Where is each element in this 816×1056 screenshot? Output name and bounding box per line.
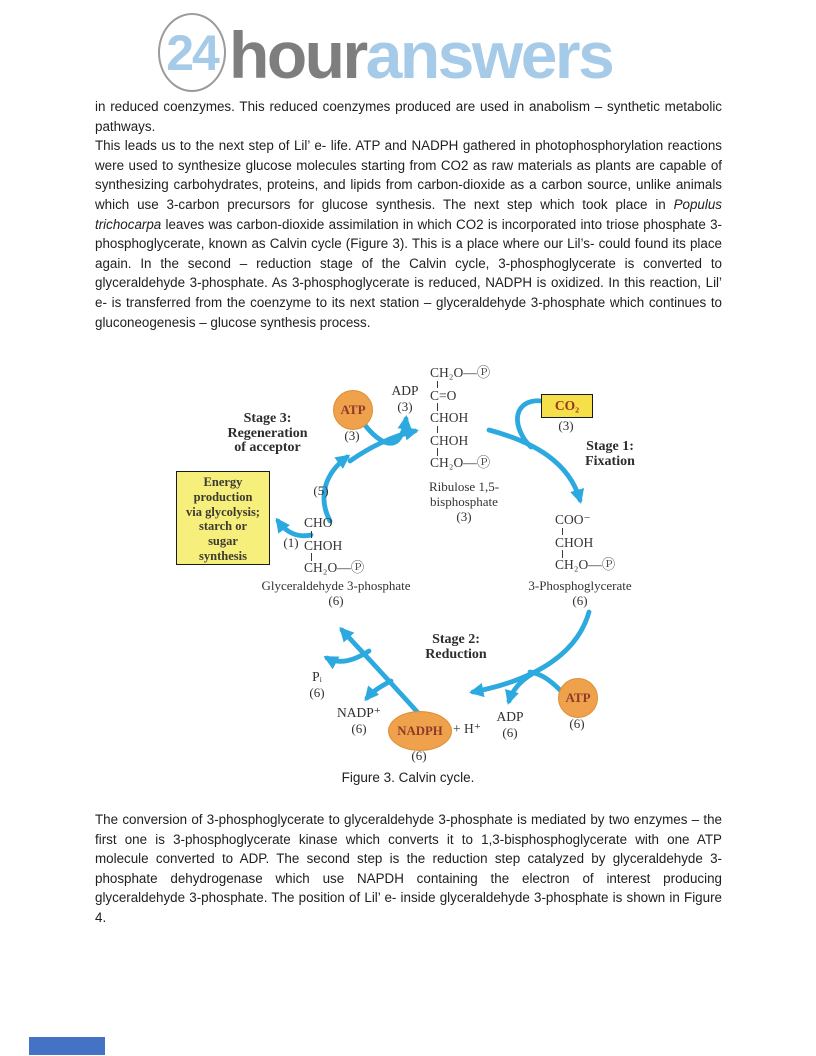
stage2-line2: Reduction [425, 646, 487, 662]
adp-top-text: ADP [391, 383, 419, 398]
pi-text: Pᵢ [312, 669, 322, 684]
stage2-label [406, 633, 506, 662]
logo-answers-text: answers [365, 18, 613, 92]
stage1-label [560, 440, 660, 469]
bond [437, 381, 438, 389]
stage3-line1: Stage 3: [243, 411, 292, 426]
rubp-line-3: CHOH [430, 410, 469, 425]
energy-box-line6: synthesis [199, 548, 247, 563]
adp-top-label [382, 383, 428, 414]
3pg-name [516, 579, 644, 608]
3pg-structure [555, 513, 615, 572]
step5-count: (5) [313, 483, 329, 498]
paragraph-2-part2: leaves was carbon-dioxide assimilation in which CO2 is incorporated into triose phosphate 3-phosphoglycerate, known as Calvin cycle (Figure 3). This is a place where our Lil’s- could found its place again. In the second – reduction stage of the Calvin cycle, 3-phosphoglycerate is converted to glyceraldehyde 3-phosphate. As 3-phosphoglycerate is reduced, NADPH is oxidized. In this reaction, Lil’ e- is transferred from the coenzyme to its next station – glyceraldehyde 3-phosphate which continues to gluconeogenesis – glucose synthesis process. [95, 216, 722, 330]
energy-box-line5: sugar [208, 534, 238, 549]
stage2-line1: Stage 2: [432, 632, 480, 647]
g3p-count: (6) [328, 592, 344, 608]
species-name-italic: Populus trichocarpa [95, 196, 722, 232]
adp-bottom-label [487, 709, 533, 740]
g3p-line-3: CH₂O—Ⓟ [304, 560, 365, 575]
atp-top-node [333, 390, 373, 430]
nadp-label [328, 705, 390, 736]
stage1-line2: Fixation [585, 453, 635, 469]
arrow-pi-branch [327, 651, 369, 661]
3pg-line-2: CHOH [555, 534, 594, 550]
stage1-line1: Stage 1: [586, 439, 634, 454]
rubp-name [408, 480, 520, 525]
nadph-node [388, 711, 452, 751]
3pg-name-text: 3-Phosphoglycerate [528, 578, 632, 593]
arrow-atp3-to-adp3 [364, 419, 406, 443]
pi-count: (6) [309, 684, 325, 700]
energy-box-line3: via glycolysis; [186, 504, 260, 519]
g3p-line-2: CHOH [304, 537, 343, 553]
logo-hour-text: hour [229, 18, 366, 92]
arrow-nadp-branch [367, 681, 391, 698]
g3p-line-1: CHO [304, 515, 333, 530]
nadph-count: (6) [411, 748, 427, 763]
3pg-line-3: CH₂O—Ⓟ [555, 557, 616, 572]
stage3-label [200, 412, 335, 456]
paragraph-3: The conversion of 3-phosphoglycerate to glyceraldehyde 3-phosphate is mediated by two enzymes – the first one is 3-phosphoglycerate kinase which converts it to 1,3-bisphosphoglycerate with one ATP molecule converted to ADP. The second step is the reduction step catalyzed by glyceraldehyde 3-phosphate dehydrogenase which use NAPDH containing the electron of interest producing glyceraldehyde 3-phosphate. The position of Lil’ e- inside glyceraldehyde 3-phosphate is shown in Figure 4. [95, 812, 722, 925]
co2-text: CO₂ [554, 398, 580, 413]
energy-box-line1: Energy [203, 475, 243, 489]
rubp-name-line2: bisphosphate [430, 493, 498, 509]
stage3-line3: of acceptor [234, 440, 301, 455]
paragraph-1: in reduced coenzymes. This reduced coenzymes produced are used in anabolism – synthetic metabolic pathways. [95, 99, 722, 134]
nadp-count: (6) [351, 720, 367, 736]
rubp-line-1: CH₂O—Ⓟ [430, 365, 491, 380]
atp-top-text: ATP [340, 402, 366, 417]
arrow-atp6-merge [530, 672, 561, 691]
rubp-line-4: CHOH [430, 432, 469, 448]
energy-box-line2: production [193, 489, 253, 504]
footer-blue-bar [29, 1037, 105, 1055]
g3p-name-text: Glyceraldehyde 3-phosphate [261, 578, 411, 593]
step1-count: (1) [283, 535, 299, 550]
nadph-text: NADPH [397, 723, 443, 738]
stage3-line2: Regeneration [227, 425, 308, 441]
bond [311, 531, 312, 539]
logo-24-text: 24 [166, 24, 218, 81]
rubp-structure [430, 366, 490, 470]
bond [437, 426, 438, 434]
energy-production-box [176, 471, 270, 565]
plus-h-label: + H⁺ [453, 721, 481, 736]
energy-box-line4: starch or [198, 519, 248, 534]
atp-top-count: (3) [344, 428, 360, 443]
figure-caption: Figure 3. Calvin cycle. [341, 770, 475, 785]
3pg-line-1: COO⁻ [555, 512, 591, 527]
co2-count: (3) [558, 418, 574, 433]
g3p-name [246, 579, 426, 608]
bond [562, 528, 563, 536]
rubp-line-2: C=O [430, 387, 457, 403]
g3p-structure [304, 516, 364, 575]
adp-top-count: (3) [397, 398, 413, 414]
atp-bottom-node [558, 678, 598, 718]
rubp-count: (3) [456, 509, 472, 524]
pi-label [299, 669, 335, 700]
paragraph-2-part1: This leads us to the next step of Lil’ e- life. ATP and NADPH gathered in photophosphorylation reactions were used to synthesize glucose molecules starting from CO2 as raw materials as plants are capable of synthesizing carbohydrates, proteins, and lipids from carbon-dioxide as a carbon source, unlike animals which use 3-carbon precursors for glucose synthesis. The next step which took place in [95, 138, 722, 212]
3pg-count: (6) [572, 592, 588, 608]
rubp-name-line1: Ribulose 1,5- [428, 479, 500, 494]
rubp-line-5: CH₂O—Ⓟ [430, 455, 491, 470]
nadp-text: NADP⁺ [337, 705, 381, 720]
adp-bottom-count: (6) [502, 724, 518, 740]
body-text-bottom [95, 810, 722, 928]
co2-box [541, 394, 593, 418]
adp-bottom-text: ADP [496, 709, 524, 724]
atp-bottom-count: (6) [569, 716, 585, 731]
atp-bottom-text: ATP [565, 690, 591, 705]
